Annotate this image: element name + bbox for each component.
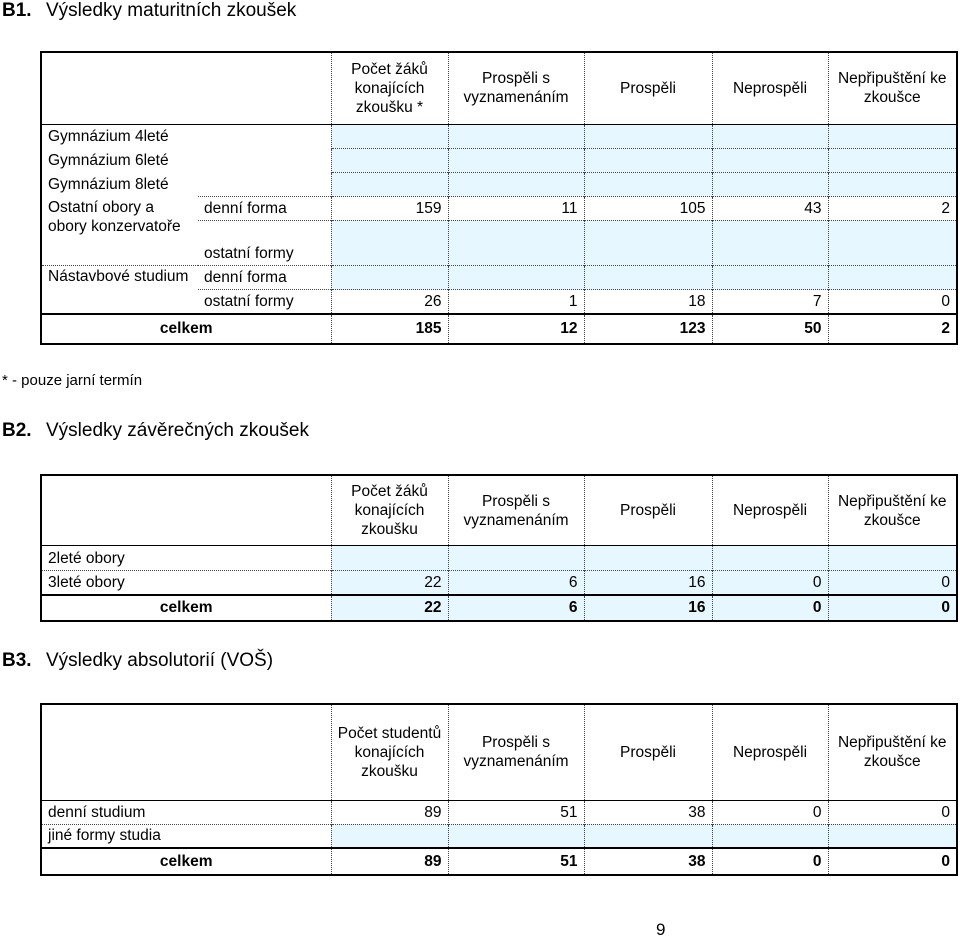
b3-number: B3. bbox=[2, 650, 32, 671]
b2-title: Výsledky závěrečných zkoušek bbox=[46, 420, 309, 441]
b1-header-prospeli: Prospěli bbox=[584, 52, 712, 124]
cell-value: 7 bbox=[712, 290, 828, 314]
row-label-gymnazium-4lete: Gymnázium 4leté bbox=[41, 124, 331, 148]
b2-number: B2. bbox=[2, 420, 32, 441]
total-value: 89 bbox=[331, 848, 448, 875]
total-value: 50 bbox=[712, 314, 828, 344]
cell-value: 43 bbox=[712, 197, 828, 220]
total-label: celkem bbox=[41, 595, 331, 621]
row-label-gymnazium-8lete: Gymnázium 8leté bbox=[48, 176, 169, 194]
table-row bbox=[41, 149, 957, 173]
b2-header-neprospeli: Neprospěli bbox=[712, 475, 828, 546]
row-label-denni-studium: denní studium bbox=[41, 800, 331, 824]
b1-header-row bbox=[41, 52, 957, 124]
total-value: 6 bbox=[448, 595, 584, 621]
b2-header-nepripusteni: Nepřipuštění ke zkoušce bbox=[828, 475, 957, 546]
total-value: 2 bbox=[828, 314, 957, 344]
cell-value: 22 bbox=[331, 570, 448, 594]
total-value: 123 bbox=[584, 314, 712, 344]
cell-value: 0 bbox=[712, 800, 828, 824]
table-row bbox=[41, 800, 957, 824]
b1-header-neprospeli: Neprospěli bbox=[712, 52, 828, 124]
row-label-nastavbove-studium: Nástavbové studium bbox=[41, 265, 198, 313]
table-row bbox=[41, 824, 957, 848]
table-row bbox=[41, 265, 957, 289]
cell-value: 51 bbox=[448, 800, 584, 824]
b2-header-vyznamenani: Prospěli s vyznamenáním bbox=[448, 475, 584, 546]
row-label-jine-formy-studia: jiné formy studia bbox=[41, 824, 331, 848]
table-row bbox=[41, 197, 957, 220]
b1-title: Výsledky maturitních zkoušek bbox=[46, 0, 297, 21]
table-row bbox=[41, 124, 957, 148]
cell-value: 0 bbox=[828, 290, 957, 314]
total-row bbox=[41, 314, 957, 344]
b3-heading bbox=[2, 650, 273, 672]
b1-header-pocet: Počet žáků konajících zkoušku * bbox=[331, 52, 448, 124]
row-label-denni-forma: denní forma bbox=[198, 197, 331, 220]
total-value: 22 bbox=[331, 595, 448, 621]
total-value: 185 bbox=[331, 314, 448, 344]
total-label: celkem bbox=[41, 314, 331, 344]
cell-value: 2 bbox=[828, 197, 957, 220]
b3-header-row bbox=[41, 704, 957, 800]
total-row bbox=[41, 848, 957, 875]
row-label-ostatni-obory: Ostatní obory a obory konzervatoře bbox=[48, 198, 181, 235]
b3-header-nepripusteni: Nepřipuštění ke zkoušce bbox=[828, 704, 957, 800]
b3-header-pocet: Počet studentů konajících zkoušku bbox=[331, 704, 448, 800]
cell-value: 6 bbox=[448, 570, 584, 594]
cell-value: 16 bbox=[584, 570, 712, 594]
row-label-gymnazium-6lete: Gymnázium 6leté bbox=[48, 152, 169, 170]
b2-header-pocet: Počet žáků konajících zkoušku bbox=[331, 475, 448, 546]
b2-heading bbox=[2, 420, 309, 442]
total-value: 0 bbox=[712, 595, 828, 621]
b1-table bbox=[40, 51, 958, 345]
cell-value: 159 bbox=[331, 197, 448, 220]
page-number: 9 bbox=[656, 920, 666, 939]
b1-header-vyznamenani: Prospěli s vyznamenáním bbox=[448, 52, 584, 124]
b1-heading bbox=[2, 0, 296, 22]
b3-header-neprospeli: Neprospěli bbox=[712, 704, 828, 800]
row-label-ostatni-formy: ostatní formy bbox=[198, 220, 331, 265]
row-label-3lete-obory: 3leté obory bbox=[41, 570, 331, 594]
b2-table bbox=[40, 474, 958, 622]
cell-value: 38 bbox=[584, 800, 712, 824]
total-label: celkem bbox=[41, 848, 331, 875]
cell-value: 18 bbox=[584, 290, 712, 314]
table-row bbox=[41, 546, 957, 570]
total-value: 38 bbox=[584, 848, 712, 875]
cell-value: 26 bbox=[331, 290, 448, 314]
b3-table bbox=[40, 703, 958, 876]
table-row bbox=[41, 173, 957, 197]
cell-value: 11 bbox=[448, 197, 584, 220]
total-row bbox=[41, 595, 957, 621]
total-value: 0 bbox=[712, 848, 828, 875]
total-value: 12 bbox=[448, 314, 584, 344]
cell-value: 105 bbox=[584, 197, 712, 220]
cell-value: 0 bbox=[712, 570, 828, 594]
footnote: * - pouze jarní termín bbox=[2, 372, 143, 389]
b2-header-row bbox=[41, 475, 957, 546]
cell-value: 1 bbox=[448, 290, 584, 314]
row-label-2lete-obory: 2leté obory bbox=[41, 546, 331, 570]
total-value: 51 bbox=[448, 848, 584, 875]
b3-title: Výsledky absolutorií (VOŠ) bbox=[46, 650, 274, 671]
cell-value: 0 bbox=[828, 570, 957, 594]
row-label-denni-forma-2: denní forma bbox=[198, 265, 331, 289]
cell-value: 89 bbox=[331, 800, 448, 824]
row-label-ostatni-formy-2: ostatní formy bbox=[198, 290, 331, 314]
b1-header-nepripusteni: Nepřipuštění ke zkoušce bbox=[828, 52, 957, 124]
b3-header-prospeli: Prospěli bbox=[584, 704, 712, 800]
b1-number: B1. bbox=[2, 0, 32, 21]
total-value: 0 bbox=[828, 848, 957, 875]
table-row bbox=[41, 570, 957, 594]
total-value: 0 bbox=[828, 595, 957, 621]
b3-header-vyznamenani: Prospěli s vyznamenáním bbox=[448, 704, 584, 800]
cell-value: 0 bbox=[828, 800, 957, 824]
b2-header-prospeli: Prospěli bbox=[584, 475, 712, 546]
total-value: 16 bbox=[584, 595, 712, 621]
